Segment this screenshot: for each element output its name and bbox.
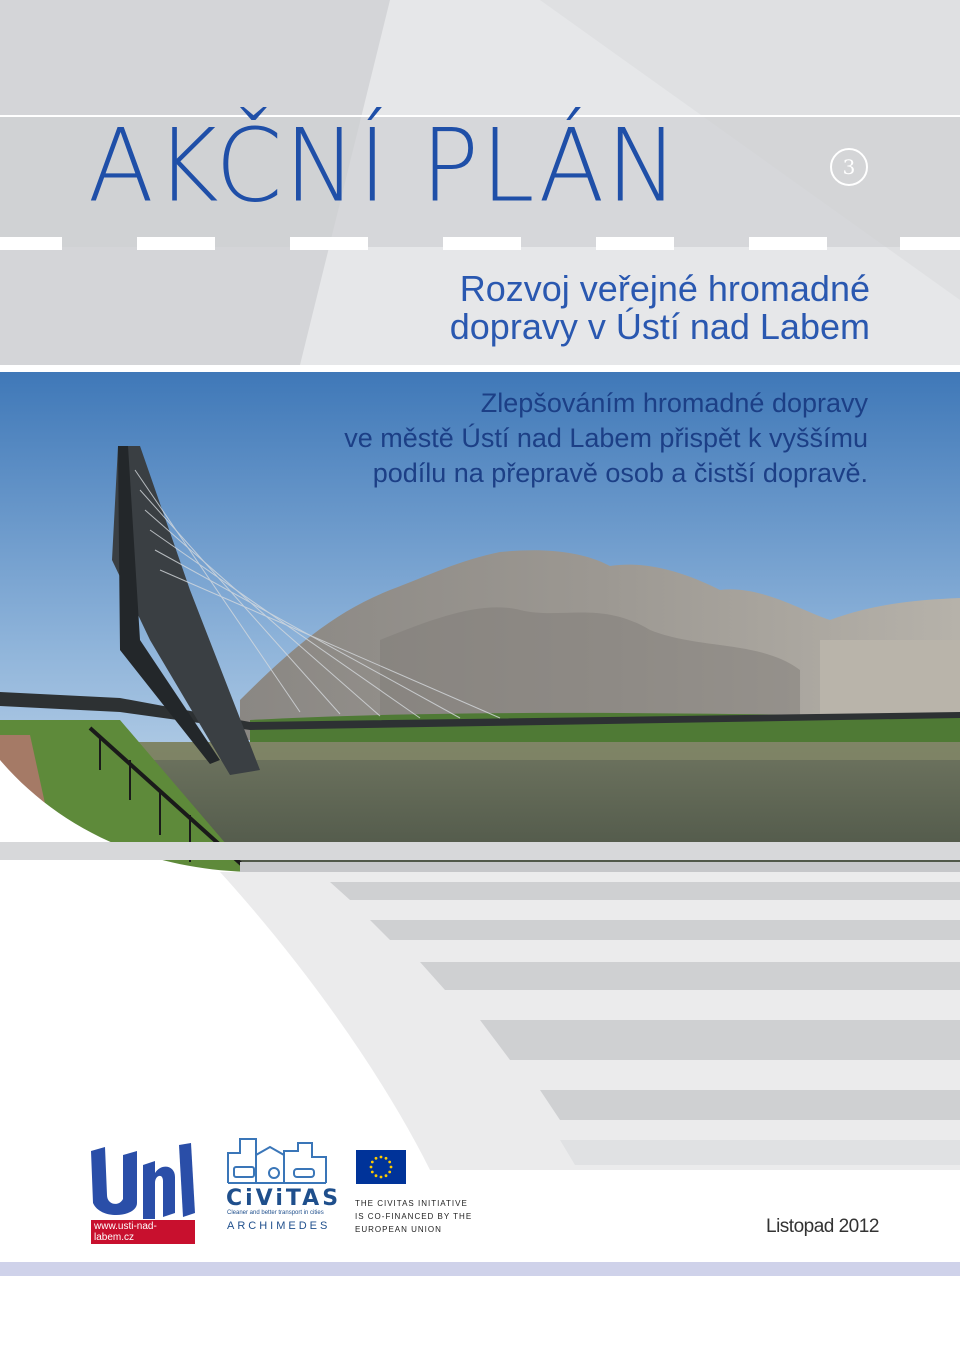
civitas-tagline: Cleaner and better transport in cities xyxy=(227,1210,324,1216)
civitas-project-name: ARCHIMEDES xyxy=(227,1220,331,1232)
city-logo-icon xyxy=(91,1143,197,1221)
tagline-line-2: ve městě Ústí nad Labem přispět k vyššímu xyxy=(344,423,868,453)
eu-line-1: THE CIVITAS INITIATIVE xyxy=(355,1199,468,1208)
eu-cofinancing-note xyxy=(355,1197,472,1236)
tagline-line-1: Zlepšováním hromadné dopravy xyxy=(480,388,868,418)
cover-subtitle xyxy=(450,270,870,346)
subtitle-line-1: Rozvoj veřejné hromadné xyxy=(459,268,870,309)
subtitle-line-2: dopravy v Ústí nad Labem xyxy=(449,306,870,347)
cover-title: AKČNÍ PLÁN xyxy=(88,107,681,225)
publication-date: Listopad 2012 xyxy=(766,1216,879,1237)
issue-number-badge: 3 xyxy=(830,148,868,186)
eu-flag-icon xyxy=(356,1150,406,1184)
cover-tagline xyxy=(344,386,868,491)
eu-line-3: EUROPEAN UNION xyxy=(355,1225,442,1234)
tagline-line-3: podílu na přepravě osob a čistší dopravě. xyxy=(372,458,868,488)
civitas-wordmark: CiViTAS xyxy=(226,1186,342,1211)
civitas-city-icon xyxy=(226,1133,328,1185)
eu-line-2: IS CO-FINANCED BY THE xyxy=(355,1212,473,1221)
city-website-link[interactable]: www.usti-nad-labem.cz xyxy=(91,1220,195,1244)
